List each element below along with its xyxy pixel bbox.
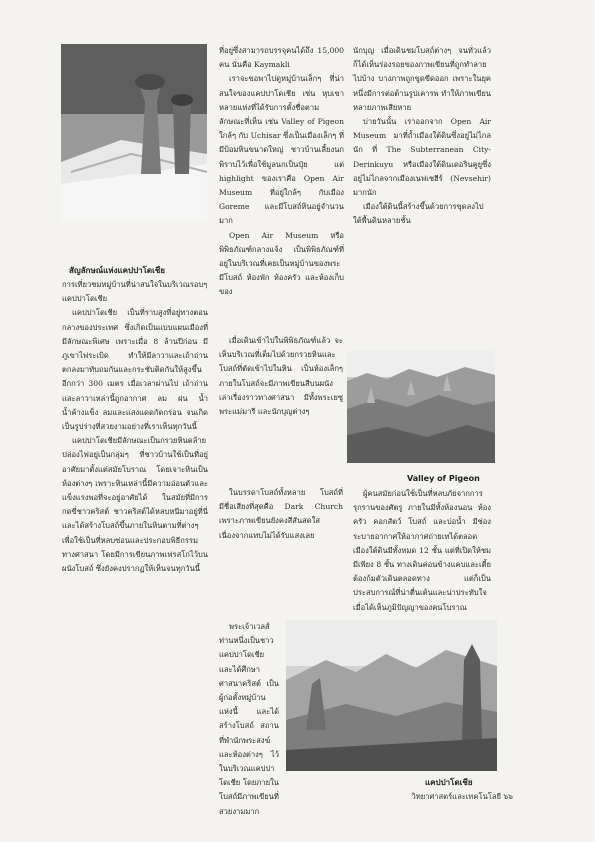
column-2-middle <box>219 334 343 419</box>
column-2-lower <box>219 486 343 543</box>
rock-formation-photo <box>61 44 207 220</box>
paragraph: นักบุญ เมื่อเดินชมโบสถ์ต่างๆ จนทั่วแล้ว ก็ได้เห็นร่องรอยของภาพเขียนที่ถูกทำลายไปบ้าง บางภาพถูกขูดขีดออก เพราะในยุคหนึ่งมีการต่อต้านรูปเคารพ ทำให้ภาพเขียนหลายภาพเสียหาย <box>353 46 491 112</box>
paragraph: เมื่อเดินเข้าไปในพิพิธภัณฑ์แล้ว จะเห็นบริเวณที่เต็มไปด้วยกรวยหินและโบสถ์ที่ตัดเข้าไปในหิน เป็นห้องเล็กๆ ภายในโบสถ์จะมีภาพเขียนสีบนผนังเล่าเรื่องราวทางศาสนา มีทั้งพระเยซู พระแม่มารี และนักบุญต่างๆ <box>219 336 343 417</box>
paragraph: บ่ายวันนั้น เราออกจาก Open Air Museum มาที่ถ้ำเมืองใต้ดินซึ่งอยู่ไม่ไกลนัก ที่ The Subterranean City-Derinkuyu หรือเมืองใต้ดินเดอรินคูยูซึ่งอยู่ไม่ไกลจากเมืองเนฟเชฮีร์ (Nevsehir) มากนัก <box>353 117 491 198</box>
paragraph: การเที่ยวชมหมู่บ้านที่น่าสนใจในบริเวณรอบๆ แคปปาโดเชีย <box>62 280 208 304</box>
page-footer: วิทยาศาสตร์และเทคโนโลยี ๖๖ <box>411 792 513 801</box>
paragraph: เมืองใต้ดินนี้สร้างขึ้นด้วยการขุดลงไปใต้พื้นดินหลายชั้น <box>353 202 484 226</box>
column-3-top <box>353 44 491 229</box>
paragraph: แคปปาโดเชีย เป็นที่ราบสูงที่อยู่ทางตอนกลางของประเทศ ซึ่งเกิดเป็นแบบแผนเมืองที่มีลักษณะพิเศษ เพราะเมื่อ 8 ล้านปีก่อน มีภูเขาไฟระเบิด ทำให้มีลาวาและเถ้าถ่านตกลงมาทับถมกันและกระชับติดกันให้สูงขึ้นอีกกว่า 300 เมตร เมื่อเวลาผ่านไป เถ้าถ่านและลาวาเหล่านี้ถูกอากาศ ลม ฝน น้ำ น้ำค้างแข็ง ลมและแสงแดดกัดกร่อน จนเกิดเป็นรูปร่างที่สวยงามอย่างที่เราเห็นทุกวันนี้ <box>62 308 208 432</box>
paragraph: พระเจ้าเวลส์ท่านหนึ่งเป็นชาวแคปปาโดเชีย และได้ศึกษาศาสนาคริสต์ เป็นผู้ก่อตั้งหมู่บ้านแห่งนี้ และได้สร้างโบสถ์ สถานที่พำนักพระสงฆ์ และห้องต่างๆ ไว้ในบริเวณแคปปาโดเชีย โดยภายในโบสถ์มีภาพเขียนที่สวยงามมาก <box>219 622 279 816</box>
rock-formation-caption: สัญลักษณ์แห่งแคปปาโดเชีย <box>69 266 165 275</box>
paragraph: Open Air Museum หรือพิพิธภัณฑ์กลางแจ้ง เป็นพิพิธภัณฑ์ที่อยู่ในบริเวณที่เคยเป็นหมู่บ้านของพระ มีโบสถ์ ห้องพัก ห้องครัว และห้องเก็บของ <box>219 230 344 297</box>
cappadocia-caption: แคปปาโดเชีย <box>425 778 473 787</box>
valley-of-pigeon-caption: Valley of Pigeon <box>407 474 480 483</box>
paragraph: ในบรรดาโบสถ์ทั้งหลาย โบสถ์ที่มีชื่อเสียงที่สุดคือ Dark Church เพราะภาพเขียนยังคงสีสันสดใส เนื่องจากแทบไม่ได้รับแสงเลย <box>219 488 343 540</box>
column-3-bottom <box>353 487 491 615</box>
paragraph: ที่อยู่ซึ่งสามารถบรรจุคนได้ถึง 15,000 คน นั่นคือ Kaymakli <box>219 46 344 70</box>
cappadocia-photo <box>286 620 497 771</box>
paragraph: เราจะขอพาไปดูหมู่บ้านเล็กๆ ที่น่าสนใจของแคปปาโดเชีย เช่น หุบเขาหลายแห่งที่ได้รับการตั้งชื่อตามลักษณะที่เห็น เช่น Valley of Pigeon ใกล้ๆ กับ Uchisar ซึ่งเป็นเมืองเล็กๆ ที่มีป้อมหินขนาดใหญ่ ชาวบ้านเลี้ยงนกพิราบไว้เพื่อใช้มูลนกเป็นปุ๋ย แต่ highlight ของเราคือ Open Air Museum ที่อยู่ใกล้ๆ กับเมือง Goreme และมีโบสถ์หินอยู่จำนวนมาก <box>219 74 344 226</box>
valley-of-pigeon-photo <box>347 351 495 463</box>
paragraph: แคปปาโดเชียมีลักษณะเป็นกรวยหินคล้ายปล่องไฟอยู่เป็นกลุ่มๆ ที่ชาวบ้านใช้เป็นที่อยู่อาศัยมาตั้งแต่สมัยโบราณ โดยเจาะหินเป็นห้องต่างๆ เพราะหินเหล่านี้มีความอ่อนตัวและแข็งแรงพอที่จะอยู่อาศัยได้ ในสมัยที่มีการกดขี่ชาวคริสต์ ชาวคริสต์ได้หลบหนีมาอยู่ที่นี่ และได้สร้างโบสถ์ขึ้นภายในหินตามที่ต่างๆ เพื่อใช้เป็นที่หลบซ่อนและประกอบพิธีกรรมทางศาสนา โดยมีการเขียนภาพเฟรสโกไว้บนผนังโบสถ์ ซึ่งยังคงปรากฏให้เห็นจนทุกวันนี้ <box>62 436 208 574</box>
paragraph: ผู้คนสมัยก่อนใช้เป็นที่หลบภัยจากการรุกรานของศัตรู ภายในมีทั้งห้องนอน ห้องครัว คอกสัตว์ โบสถ์ และบ่อน้ำ มีช่องระบายอากาศให้อากาศถ่ายเทได้ตลอด เมืองใต้ดินมีทั้งหมด 12 ชั้น แต่ที่เปิดให้ชมมีเพียง 8 ชั้น ทางเดินค่อนข้างแคบและเตี้ย ต้องก้มตัวเดินตลอดทาง แต่ก็เป็นประสบการณ์ที่น่าตื่นเต้นและน่าประทับใจ เมื่อได้เห็นภูมิปัญญาของคนโบราณ <box>353 489 491 612</box>
column-2-top <box>219 44 344 300</box>
column-1 <box>62 278 208 576</box>
column-2-bottom <box>219 620 279 819</box>
